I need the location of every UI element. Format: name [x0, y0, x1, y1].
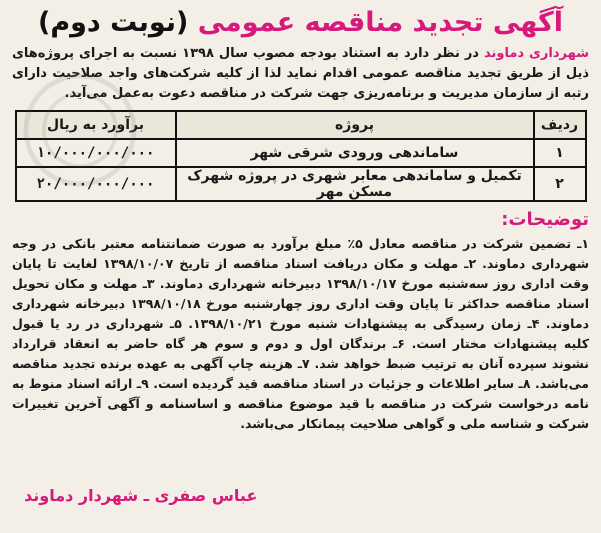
title-main: آگهی تجدید مناقصه عمومی	[197, 7, 563, 38]
organization-name: شهرداری دماوند	[483, 46, 590, 61]
notice-title	[12, 4, 589, 42]
notes-body: ۱ـ تضمین شرکت در مناقصه معادل ۵٪ مبلغ برآورد به صورت ضمانتنامه معتبر بانکی در وجه شهرداری دماوند. ۲ـ مهلت و مکان دریافت اسناد مناقصه از تاریخ ۱۳۹۸/۱۰/۰۷ لغایت تا پایان وقت اداری روز سه‌شنبه مورخ ۱۳۹۸/۱۰/۱۷ دبیرخانه شهرداری دماوند. ۳ـ مهلت و مکان تحویل اسناد مناقصه حداکثر تا پایان وقت اداری روز چهارشنبه مورخ ۱۳۹۸/۱۰/۱۸ دبیرخانه شهرداری دماوند. ۴ـ زمان رسیدگی به پیشنهادات شنبه مورخ ۱۳۹۸/۱۰/۲۱. ۵ـ شهرداری در رد یا قبول کلیه پیشنهادات مختار است. ۶ـ برندگان اول و دوم و سوم هر گاه حاضر به انعقاد قرارداد نشوند سپرده آنان به ترتیب ضبط خواهد شد. ۷ـ هزینه چاپ آگهی به عهده برنده تجدید مناقصه می‌باشد. ۸ـ سایر اطلاعات و جزئیات در اسناد مناقصه قید گردیده است. ۹ـ ارائه اسناد منوط به نامه درخواست شرکت در مناقصه با قید موضوع مناقصه و اساسنامه و آگهی آخرین تغییرات شرکت و شناسه ملی و گواهی صلاحیت پیمانکار می‌باشد.	[12, 236, 590, 431]
row-estimate: ۲۰/۰۰۰/۰۰۰/۰۰۰	[16, 167, 176, 201]
header-estimate: برآورد به ریال	[16, 111, 176, 139]
header-index: ردیف	[534, 111, 586, 139]
row-index: ۱	[534, 139, 586, 167]
notes-heading: توضیحات:	[501, 209, 589, 230]
header-project: پروژه	[176, 111, 534, 139]
watermark-emblem-icon	[20, 70, 140, 190]
title-turn: (نوبت دوم)	[38, 7, 189, 38]
row-project: تکمیل و ساماندهی معابر شهری در پروژه شهرک مسکن مهر	[176, 167, 534, 201]
row-index: ۲	[534, 167, 586, 201]
signature: عباس صفری ـ شهردار دماوند	[24, 486, 258, 505]
row-project: ساماندهی ورودی شرقی شهر	[176, 139, 534, 167]
intro-text: در نظر دارد به استناد بودجه مصوب سال ۱۳۹۸ نسبت به اجرای پروژه‌های ذیل از طریق تجدید مناقصه عمومی اقدام نماید لذا از کلیه شرکت‌های واجد صلاحیت دارای رتبه از سازمان مدیریت و برنامه‌ریزی جهت شرکت در مناقصه دعوت به‌عمل می‌آید.	[12, 46, 589, 101]
row-estimate: ۱۰/۰۰۰/۰۰۰/۰۰۰	[16, 139, 176, 167]
